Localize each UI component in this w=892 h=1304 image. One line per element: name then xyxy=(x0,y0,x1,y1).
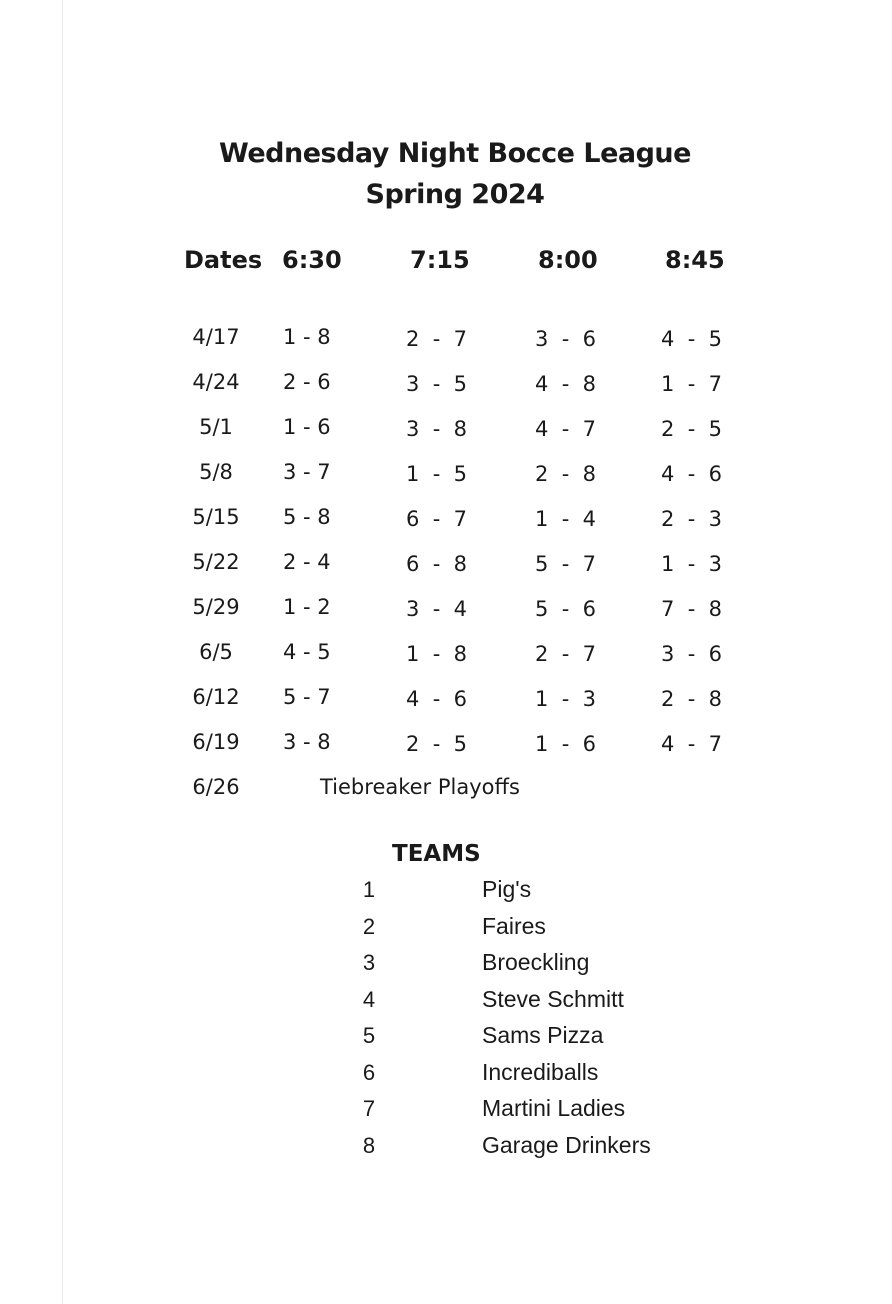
header-time-1: 6:30 xyxy=(282,246,342,274)
team-number: 3 xyxy=(362,950,376,975)
team-name: Broeckling xyxy=(482,949,590,975)
matchup-cell: 4 - 7 xyxy=(661,732,723,756)
matchup-cell: 6 - 8 xyxy=(406,552,468,576)
schedule-date: 6/5 xyxy=(199,640,233,664)
matchup-cell: 5 - 8 xyxy=(283,505,331,529)
header-time-3: 8:00 xyxy=(538,246,598,274)
schedule-date: 6/19 xyxy=(192,730,240,754)
matchup-cell: 2 - 3 xyxy=(661,507,723,531)
matchup-cell: 1 - 6 xyxy=(535,732,597,756)
team-name: Pig's xyxy=(482,876,532,902)
header-time-2: 7:15 xyxy=(410,246,470,274)
matchup-cell: 2 - 5 xyxy=(406,732,468,756)
teams-heading: TEAMS xyxy=(392,841,481,867)
matchup-cell: 2 - 7 xyxy=(535,642,597,666)
season-subtitle: Spring 2024 xyxy=(365,179,545,210)
matchup-cell: 2 - 5 xyxy=(661,417,723,441)
matchup-cell: 1 - 5 xyxy=(406,462,468,486)
matchup-cell: 5 - 6 xyxy=(535,597,597,621)
matchup-cell: 4 - 7 xyxy=(535,417,597,441)
schedule-date: 5/15 xyxy=(192,505,240,529)
team-name: Sams Pizza xyxy=(482,1022,604,1048)
matchup-cell: 2 - 4 xyxy=(283,550,331,574)
playoff-date: 6/26 xyxy=(192,775,240,799)
matchup-cell: 1 - 8 xyxy=(283,325,331,349)
matchup-cell: 2 - 6 xyxy=(283,370,331,394)
schedule-date: 5/29 xyxy=(192,595,240,619)
team-number: 1 xyxy=(362,877,376,902)
matchup-cell: 2 - 8 xyxy=(661,687,723,711)
matchup-cell: 3 - 6 xyxy=(535,327,597,351)
matchup-cell: 4 - 5 xyxy=(283,640,331,664)
team-name: Incrediballs xyxy=(482,1058,599,1085)
team-name: Steve Schmitt xyxy=(482,985,624,1012)
matchup-cell: 3 - 8 xyxy=(283,730,331,754)
schedule-date: 6/12 xyxy=(192,685,240,709)
team-name: Martini Ladies xyxy=(482,1095,626,1121)
header-dates: Dates xyxy=(184,246,263,274)
matchup-cell: 5 - 7 xyxy=(535,552,597,576)
header-time-4: 8:45 xyxy=(665,246,725,274)
schedule-date: 4/24 xyxy=(192,370,240,394)
team-name: Faires xyxy=(482,912,546,939)
team-number: 5 xyxy=(362,1023,376,1048)
team-number: 6 xyxy=(362,1059,376,1085)
matchup-cell: 3 - 7 xyxy=(283,460,331,484)
matchup-cell: 1 - 4 xyxy=(535,507,597,531)
schedule-date: 5/1 xyxy=(199,415,233,439)
matchup-cell: 1 - 3 xyxy=(535,687,597,711)
matchup-cell: 7 - 8 xyxy=(661,597,723,621)
matchup-cell: 1 - 3 xyxy=(661,552,723,576)
schedule-date: 5/8 xyxy=(199,460,233,484)
schedule-date: 5/22 xyxy=(192,550,240,574)
matchup-cell: 1 - 7 xyxy=(661,372,723,396)
matchup-cell: 4 - 8 xyxy=(535,372,597,396)
matchup-cell: 4 - 6 xyxy=(661,462,723,486)
matchup-cell: 1 - 6 xyxy=(283,415,331,439)
matchup-cell: 4 - 6 xyxy=(406,687,468,711)
team-number: 4 xyxy=(362,986,376,1012)
matchup-cell: 3 - 4 xyxy=(406,597,468,621)
page-title: Wednesday Night Bocce League xyxy=(219,138,691,169)
matchup-cell: 6 - 7 xyxy=(406,507,468,531)
team-number: 7 xyxy=(362,1096,376,1121)
team-number: 8 xyxy=(362,1132,376,1158)
team-number: 2 xyxy=(362,913,376,939)
matchup-cell: 4 - 5 xyxy=(661,327,723,351)
matchup-cell: 3 - 6 xyxy=(661,642,723,666)
matchup-cell: 1 - 8 xyxy=(406,642,468,666)
matchup-cell: 3 - 8 xyxy=(406,417,468,441)
matchup-cell: 2 - 8 xyxy=(535,462,597,486)
matchup-cell: 1 - 2 xyxy=(283,595,331,619)
playoff-label: Tiebreaker Playoffs xyxy=(320,775,520,799)
team-name: Garage Drinkers xyxy=(482,1131,651,1158)
matchup-cell: 3 - 5 xyxy=(406,372,468,396)
matchup-cell: 5 - 7 xyxy=(283,685,331,709)
schedule-date: 4/17 xyxy=(192,325,240,349)
matchup-cell: 2 - 7 xyxy=(406,327,468,351)
